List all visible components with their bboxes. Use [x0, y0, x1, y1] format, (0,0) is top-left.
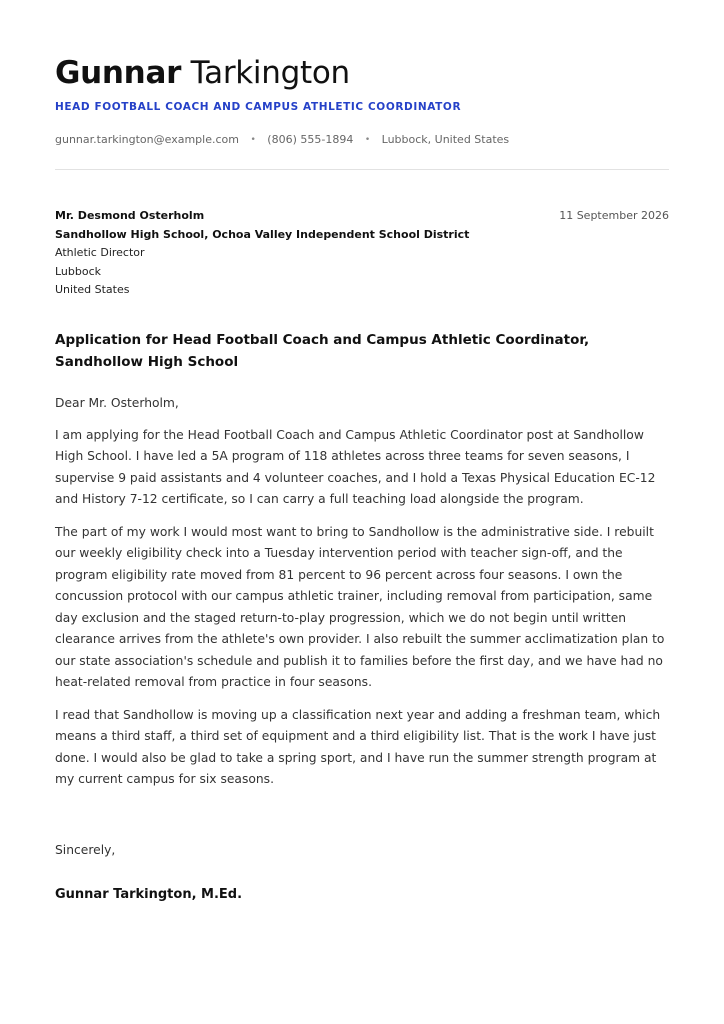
letter-subject: Application for Head Football Coach and Campus Athletic Coordinator, Sandhollow High School: [55, 332, 590, 370]
letter-salutation: Dear Mr. Osterholm,: [55, 396, 179, 410]
applicant-headline: HEAD FOOTBALL COACH AND CAMPUS ATHLETIC COORDINATOR: [55, 101, 462, 113]
contact-email[interactable]: gunnar.tarkington@example.com: [55, 133, 239, 146]
letter-body: [55, 393, 669, 802]
recipient-city: Lubbock: [55, 264, 102, 278]
applicant-name: [55, 54, 350, 92]
recipient-organization: Sandhollow High School, Ochoa Valley Independent School District: [55, 227, 470, 241]
recipient-title: Athletic Director: [55, 246, 145, 259]
applicant-last-name: Tarkington: [190, 55, 350, 91]
contact-location: Lubbock, United States: [381, 133, 510, 146]
letter-signature: Gunnar Tarkington, M.Ed.: [55, 887, 243, 902]
contact-phone[interactable]: (806) 555-1894: [267, 133, 354, 146]
contact-separator: •: [364, 135, 371, 145]
recipient-name: Mr. Desmond Osterholm: [55, 209, 205, 222]
header-divider: [55, 169, 669, 170]
letter-paragraph: I am applying for the Head Football Coach and Campus Athletic Coordinator post at Sandhollow High School. I have led a 5A program of 118 athletes across three teams for seven seasons, I supervise 9 paid assistants and 4 volunteer coaches, and I hold a Texas Physical Education EC-12 and History 7-12 certificate, so I can carry a full teaching load alongside the program.: [55, 427, 656, 506]
recipient-block: [55, 207, 469, 300]
letter-paragraph: The part of my work I would most want to bring to Sandhollow is the administrative side. I rebuilt our weekly eligibility check into a Tuesday intervention period with teacher sign-off, and the program eligibility rate moved from 81 percent to 96 percent across four seasons. I own the concussion protocol with our campus athletic trainer, including removal from participation, same day exclusion and the staged return-to-play progression, which we do not begin until written clearance arrives from the athlete's own provider. I also rebuilt the summer acclimatization plan to our state association's schedule and publish it to families before the first day, and we have had no heat-related removal from practice in four seasons.: [55, 524, 665, 689]
letter-closing: Sincerely,: [55, 843, 116, 857]
contact-separator: •: [250, 135, 256, 145]
letter-paragraph: I read that Sandhollow is moving up a classification next year and adding a freshman team, which means a third staff, a third set of equipment and a third eligibility list. That is the work I have just done. I would also be glad to take a spring sport, and I have run the summer strength program at my current campus for six seasons.: [55, 707, 661, 786]
contact-line: [55, 133, 509, 146]
recipient-country: United States: [55, 283, 130, 296]
letter-date: 11 September 2026: [559, 209, 669, 222]
applicant-first-name: Gunnar: [55, 55, 182, 91]
